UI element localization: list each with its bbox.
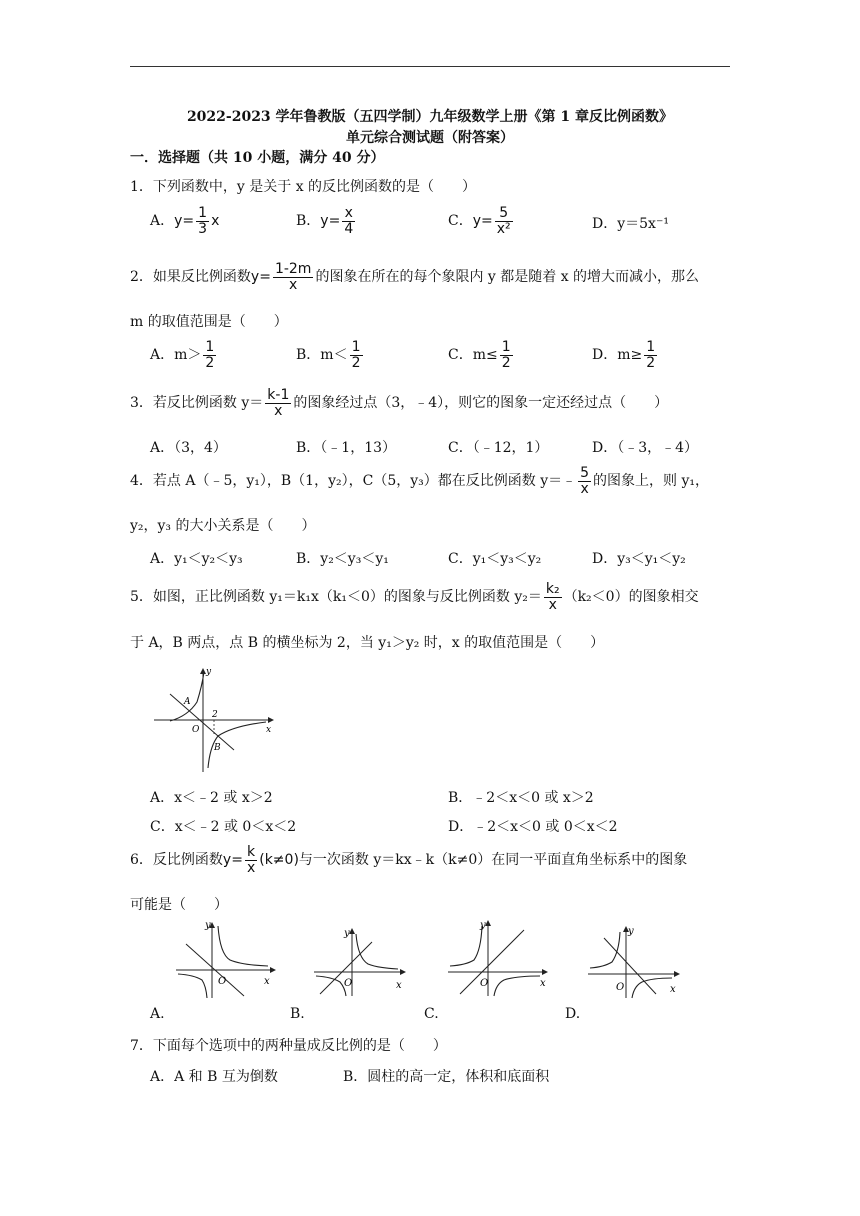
q7-option-b[interactable]: B．圆柱的高一定，体积和底面积 xyxy=(343,1069,550,1085)
q5-option-a[interactable]: A．x＜﹣2 或 x＞2 xyxy=(150,790,273,806)
hyperbola-q2 xyxy=(450,926,482,966)
question-4-stem-line2: y₂，y₃ 的大小关系是（ ） xyxy=(130,518,316,534)
question-2-stem-line2: m 的取值范围是（ ） xyxy=(130,314,288,330)
svg-text:O: O xyxy=(480,978,489,989)
x-axis-arrow xyxy=(268,717,274,723)
q4-option-a[interactable]: A．y₁＜y₂＜y₃ xyxy=(150,551,243,567)
q7-option-a[interactable]: A．A 和 B 互为倒数 xyxy=(150,1069,278,1085)
q6-option-c[interactable]: C. xyxy=(424,1006,439,1022)
fig-y-label: y xyxy=(206,667,212,677)
svg-text:y: y xyxy=(205,920,211,931)
question-3-stem: 3．若反比例函数 y＝ $\frac{k-1}{x}$ 的图象经过点（3，﹣4），则它的图象一定还经过点（ ） xyxy=(130,387,669,419)
fraction: $\frac{1}{2}$ xyxy=(205,339,215,371)
q2-option-b[interactable]: B．m＜ $\frac{1}{2}$ xyxy=(296,339,361,371)
q3-option-b[interactable]: B．（﹣1，13） xyxy=(296,440,397,456)
q6-graph-c xyxy=(444,918,554,998)
svg-text:y: y xyxy=(628,926,634,937)
question-4-stem: 4．若点 A（﹣5，y₁），B（1，y₂），C（5，y₃）都在反比例函数 y＝﹣ $\frac{5}{x}$ 的图象上，则 y₁， xyxy=(130,465,710,497)
q1-option-c[interactable]: C．y= $\frac{5}{\text{x²}}$ xyxy=(448,205,511,237)
q4-option-c[interactable]: C．y₁＜y₃＜y₂ xyxy=(448,551,542,567)
q2-option-c[interactable]: C．m≤ $\frac{1}{2}$ xyxy=(448,339,511,371)
fraction: $\frac{x}{4}$ xyxy=(344,205,354,237)
q6-graph-a xyxy=(172,920,282,1000)
section-heading: 一．选择题（共 10 小题，满分 40 分） xyxy=(130,150,385,166)
fraction: $\frac{1-2m}{x}$ xyxy=(274,261,312,293)
q6-graph-b xyxy=(312,926,412,998)
fraction: $\frac{k}{x}$ xyxy=(246,844,256,876)
question-5-stem-line2: 于 A，B 两点，点 B 的横坐标为 2，当 y₁＞y₂ 时，x 的取值范围是（ ） xyxy=(130,635,605,651)
fig-point-b-label: B xyxy=(214,743,221,753)
q3-option-d[interactable]: D．（﹣3，﹣4） xyxy=(592,440,699,456)
linear-line xyxy=(604,938,656,994)
question-6-stem-line2: 可能是（ ） xyxy=(130,897,228,913)
question-5-stem: 5．如图，正比例函数 y₁＝k₁x（k₁＜0）的图象与反比例函数 y₂＝ $\frac{\text{k₂}}{x}$ （k₂＜0）的图象相交 xyxy=(130,581,699,613)
hyperbola-q4 xyxy=(494,976,540,996)
top-rule xyxy=(130,66,730,67)
proportional-line xyxy=(170,694,234,750)
fraction: $\frac{1}{2}$ xyxy=(351,339,361,371)
q6-option-b[interactable]: B. xyxy=(290,1006,305,1022)
q6-graph-d xyxy=(586,924,686,1000)
fraction: $\frac{5}{x}$ xyxy=(580,465,590,497)
q6-option-a[interactable]: A. xyxy=(150,1006,165,1022)
fraction: $\frac{k-1}{x}$ xyxy=(267,387,290,419)
fraction: $\frac{1}{2}$ xyxy=(646,339,656,371)
svg-text:y: y xyxy=(480,920,486,931)
q4-option-d[interactable]: D．y₃＜y₁＜y₂ xyxy=(592,551,686,567)
hyperbola-q3 xyxy=(178,974,207,998)
svg-text:x: x xyxy=(670,984,676,995)
hyperbola-q1 xyxy=(218,926,268,966)
page-title-line1: 2022-2023 学年鲁教版（五四学制）九年级数学上册《第 1 章反比例函数》 xyxy=(186,109,674,125)
q3-option-c[interactable]: C．（﹣12，1） xyxy=(448,440,549,456)
q3-option-a[interactable]: A．（3，4） xyxy=(150,440,227,456)
fraction: $\frac{5}{\text{x²}}$ xyxy=(496,205,511,237)
svg-text:x: x xyxy=(264,976,270,987)
fig-tick-2: 2 xyxy=(212,710,218,720)
svg-text:x: x xyxy=(396,980,402,991)
question-2-stem: 2．如果反比例函数y= $\frac{1-2m}{x}$ 的图象在所在的每个象限内 y 都是随着 x 的增大而减小，那么 xyxy=(130,261,700,293)
page-title-line2: 单元综合测试题（附答案） xyxy=(346,130,514,146)
svg-text:O: O xyxy=(616,982,625,993)
svg-text:x: x xyxy=(540,978,546,989)
hyperbola-q4 xyxy=(632,978,672,998)
q1-option-b[interactable]: B．y= $\frac{x}{4}$ xyxy=(296,205,354,237)
question-6-stem: 6．反比例函数y= $\frac{k}{x}$ (k≠0)与一次函数 y＝kx﹣k（k≠0）在同一平面直角坐标系中的图象 xyxy=(130,844,688,876)
q1-option-a[interactable]: A．y= $\frac{1}{3}$ x xyxy=(150,205,220,237)
svg-text:O: O xyxy=(218,976,227,987)
q2-option-d[interactable]: D．m≥ $\frac{1}{2}$ xyxy=(592,339,656,371)
question-7-stem: 7．下面每个选项中的两种量成反比例的是（ ） xyxy=(130,1038,447,1054)
svg-text:O: O xyxy=(344,978,353,989)
q5-option-b[interactable]: B．﹣2＜x＜0 或 x＞2 xyxy=(448,790,594,806)
fraction: $\frac{1}{3}$ xyxy=(198,205,208,237)
q1-option-d[interactable]: D．y＝5x⁻¹ xyxy=(592,216,669,232)
fig-origin-label: O xyxy=(192,725,200,735)
fraction: $\frac{1}{2}$ xyxy=(501,339,511,371)
q5-graph xyxy=(148,664,278,776)
q5-option-d[interactable]: D．﹣2＜x＜0 或 0＜x＜2 xyxy=(448,819,618,835)
svg-text:y: y xyxy=(344,928,350,939)
q5-option-c[interactable]: C．x＜﹣2 或 0＜x＜2 xyxy=(150,819,297,835)
question-1-stem: 1．下列函数中，y 是关于 x 的反比例函数的是（ ） xyxy=(130,179,477,195)
fig-x-label: x xyxy=(266,725,272,735)
q4-option-b[interactable]: B．y₂＜y₃＜y₁ xyxy=(296,551,389,567)
q6-option-d[interactable]: D. xyxy=(565,1006,581,1022)
fraction: $\frac{\text{k₂}}{x}$ xyxy=(545,581,560,613)
q2-option-a[interactable]: A．m＞ $\frac{1}{2}$ xyxy=(150,339,215,371)
fig-point-a-label: A xyxy=(184,697,191,707)
